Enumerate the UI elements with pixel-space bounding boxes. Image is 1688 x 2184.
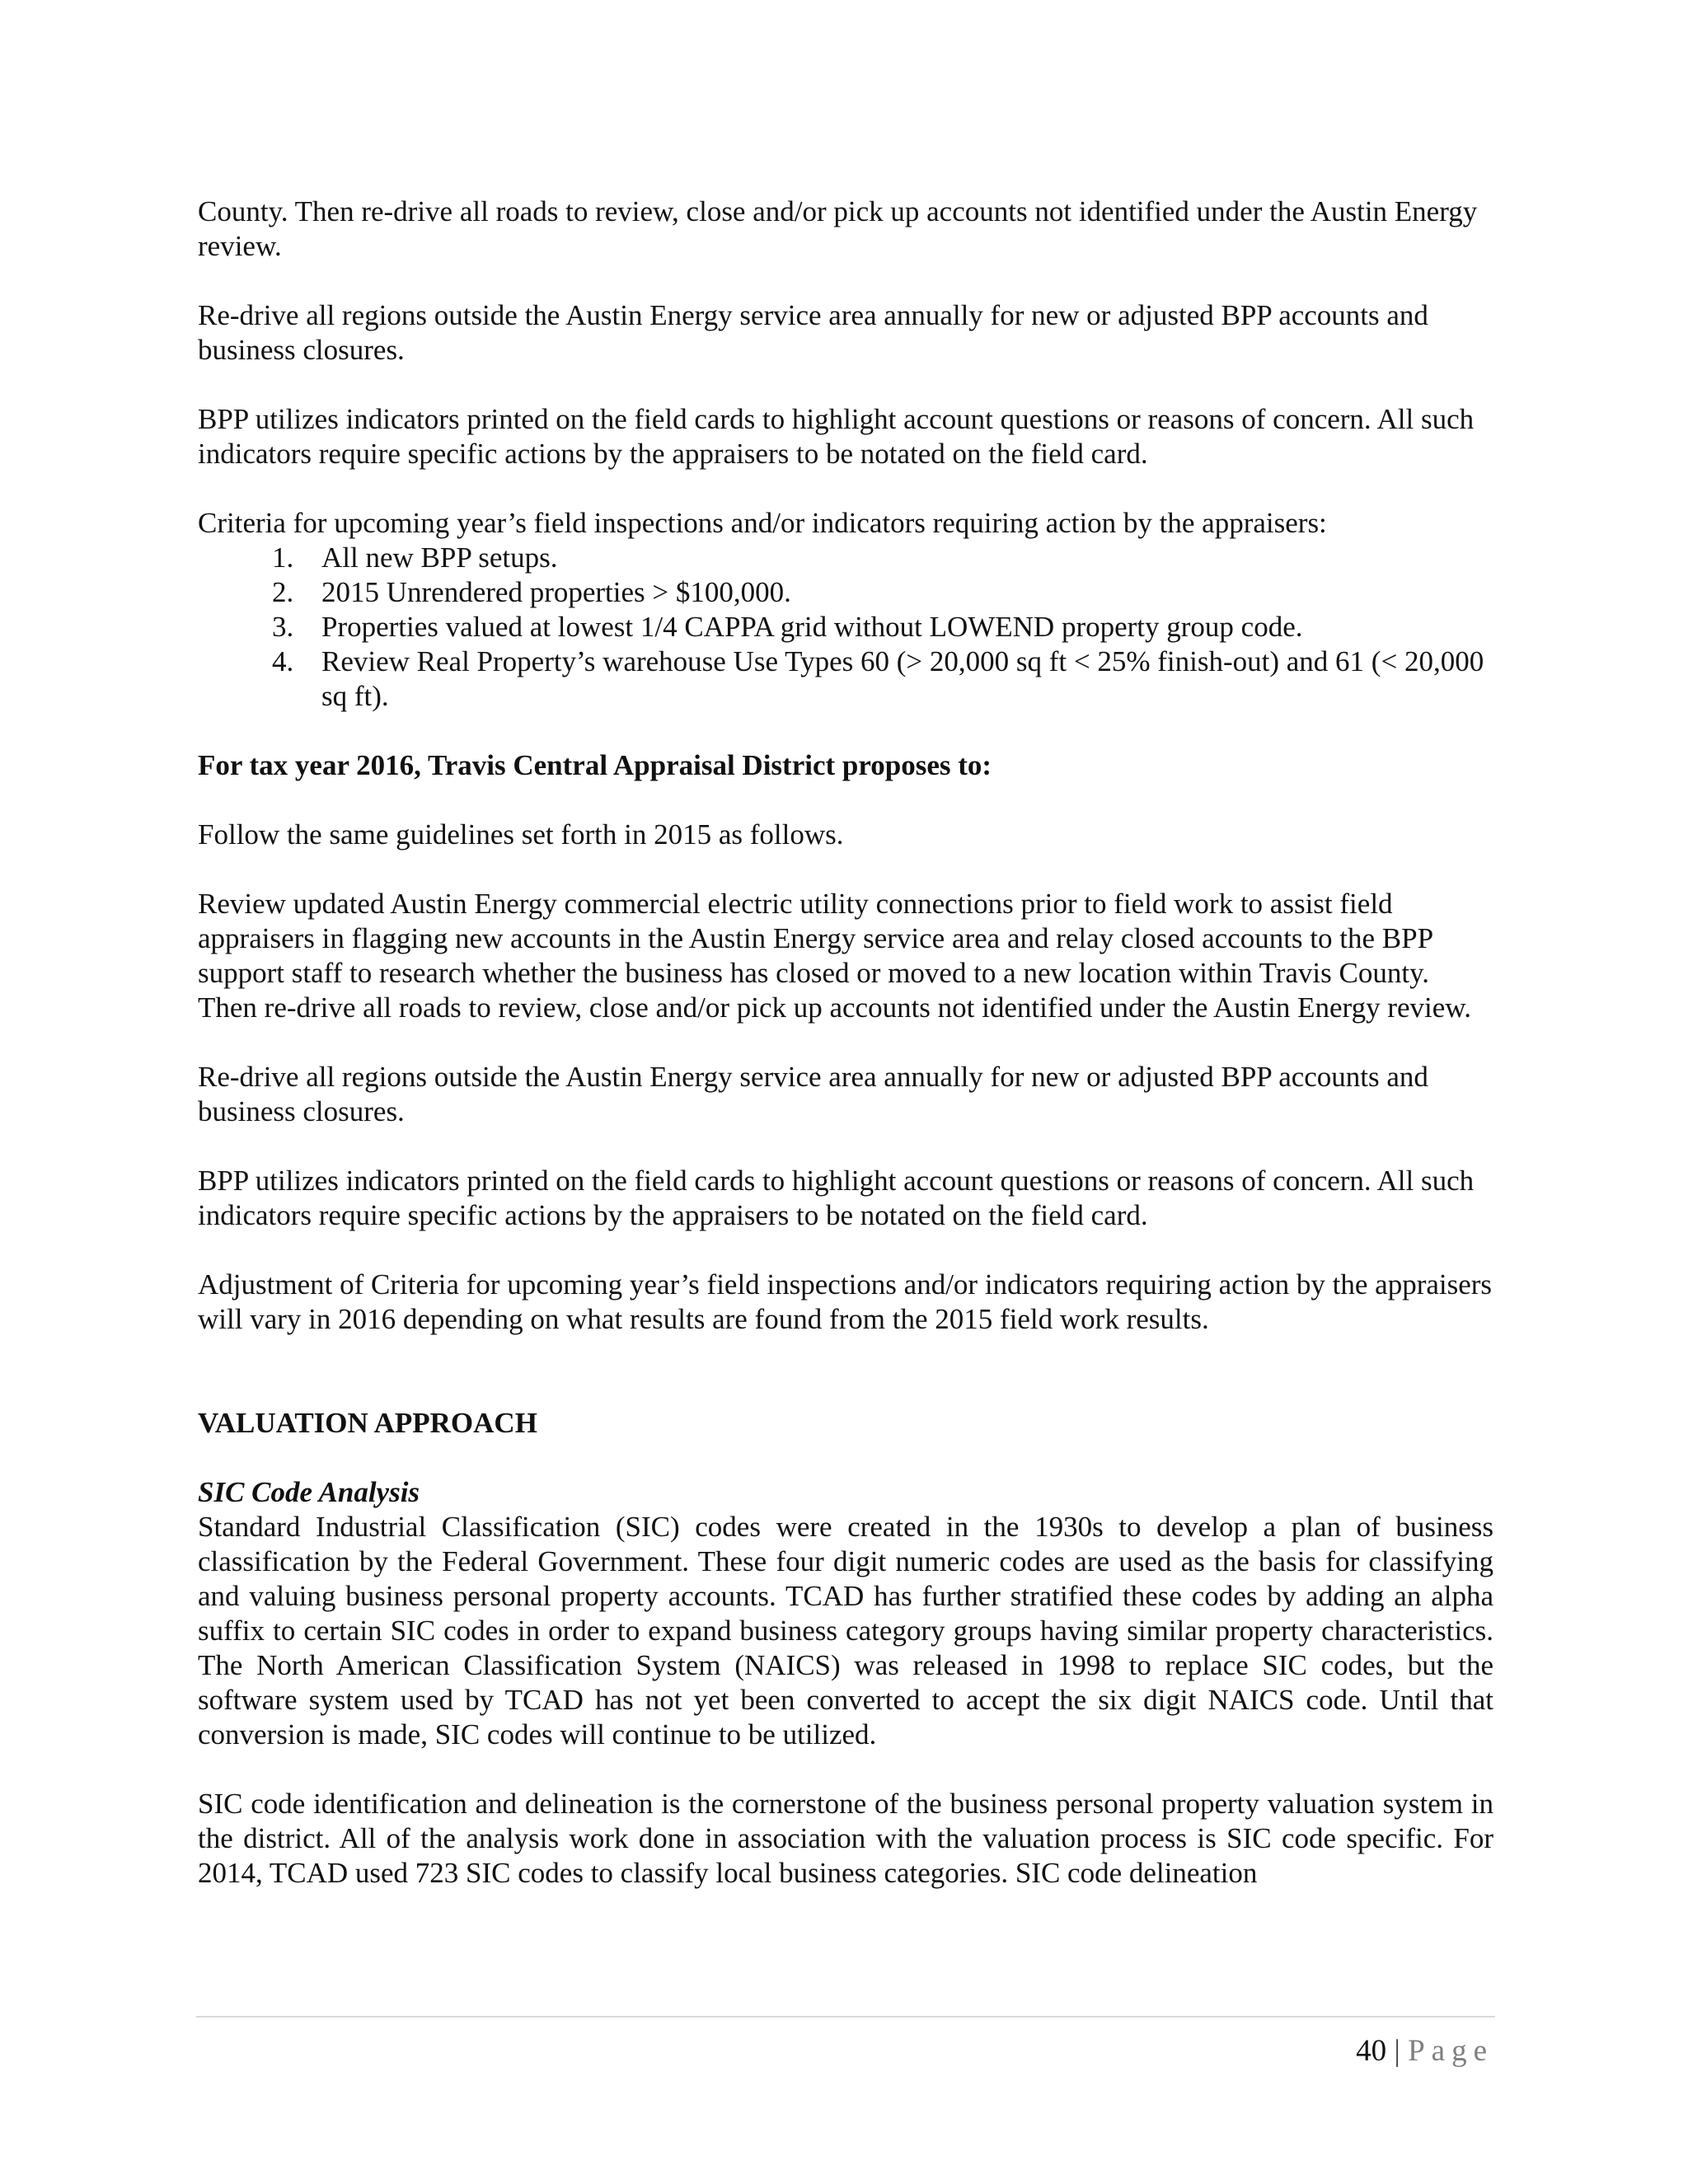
paragraph-bpp-indicators: BPP utilizes indicators printed on the field cards to highlight account questions or reasons of concern. All such indicators require specific actions by the appraisers to be notated on the field card. xyxy=(198,403,1475,470)
paragraph-redrive-regions-2016: Re-drive all regions outside the Austin Energy service area annually for new or adjusted BPP accounts and business closures. xyxy=(198,1061,1428,1127)
paragraph-follow-guidelines: Follow the same guidelines set forth in 2015 as follows. xyxy=(198,818,844,851)
list-item-number: 4. xyxy=(272,645,294,677)
tax-year-heading: For tax year 2016, Travis Central Appraisal District proposes to: xyxy=(198,749,992,781)
page-number: 40 xyxy=(1356,2034,1387,2068)
paragraph-sic-delineation: SIC code identification and delineation is the cornerstone of the business personal property valuation system in the district. All of the analysis work done in association with the valuation process is SIC code specific. For 2014, TCAD used 723 SIC codes to classify local business categories. SIC code delineation xyxy=(198,1788,1493,1889)
paragraph-county-review: County. Then re-drive all roads to review, close and/or pick up accounts not identified under the Austin Energy review. xyxy=(198,195,1478,262)
list-item xyxy=(198,644,1493,714)
paragraph-sic-history: Standard Industrial Classification (SIC) codes were created in the 1930s to develop a plan of business classification by the Federal Government. These four digit numeric codes are used as the basis for classifying and valuing business personal property accounts. TCAD has further stratified these codes by adding an alpha suffix to certain SIC codes in order to expand business category groups having similar property characteristics. The North American Classification System (NAICS) was released in 1998 to replace SIC codes, but the software system used by TCAD has not yet been converted to accept the six digit NAICS code. Until that conversion is made, SIC codes will continue to be utilized. xyxy=(198,1511,1493,1750)
paragraph-bpp-indicators-2016: BPP utilizes indicators printed on the field cards to highlight account questions or reasons of concern. All such indicators require specific actions by the appraisers to be notated on the field card. xyxy=(198,1165,1475,1231)
list-item-text: Properties valued at lowest 1/4 CAPPA grid without LOWEND property group code. xyxy=(321,611,1303,643)
page-footer xyxy=(1356,2034,1493,2069)
list-item-number: 1. xyxy=(272,541,294,574)
list-item xyxy=(198,575,1493,610)
footer-separator: | xyxy=(1394,2034,1400,2068)
list-item-number: 3. xyxy=(272,611,294,643)
list-item-number: 2. xyxy=(272,576,294,608)
section-heading-valuation: VALUATION APPROACH xyxy=(198,1407,537,1439)
page-label: Page xyxy=(1408,2034,1493,2068)
criteria-list xyxy=(198,541,1493,714)
paragraph-redrive-regions: Re-drive all regions outside the Austin Energy service area annually for new or adjusted BPP accounts and business closures. xyxy=(198,299,1428,366)
document-page xyxy=(198,194,1493,1925)
list-item-text: 2015 Unrendered properties > $100,000. xyxy=(321,576,791,608)
footer-divider xyxy=(196,2016,1495,2018)
paragraph-criteria-adjustment: Adjustment of Criteria for upcoming year’s field inspections and/or indicators requiring action by the appraisers will vary in 2016 depending on what results are found from the 2015 field work results. xyxy=(198,1268,1493,1335)
list-item xyxy=(198,610,1493,644)
list-item-text: Review Real Property’s warehouse Use Types 60 (> 20,000 sq ft < 25% finish-out) and 61 (< 20,000 sq ft). xyxy=(321,645,1484,712)
paragraph-austin-energy-review: Review updated Austin Energy commercial electric utility connections prior to field work to assist field appraisers in flagging new accounts in the Austin Energy service area and relay closed accounts to the BPP support staff to research whether the business has closed or moved to a new location within Travis County. Then re-drive all roads to review, close and/or pick up accounts not identified under the Austin Energy review. xyxy=(198,888,1472,1024)
list-item xyxy=(198,541,1493,575)
list-item-text: All new BPP setups. xyxy=(321,541,558,574)
subheading-sic-code: SIC Code Analysis xyxy=(198,1476,420,1508)
criteria-intro: Criteria for upcoming year’s field inspections and/or indicators requiring action by the appraisers: xyxy=(198,507,1327,539)
